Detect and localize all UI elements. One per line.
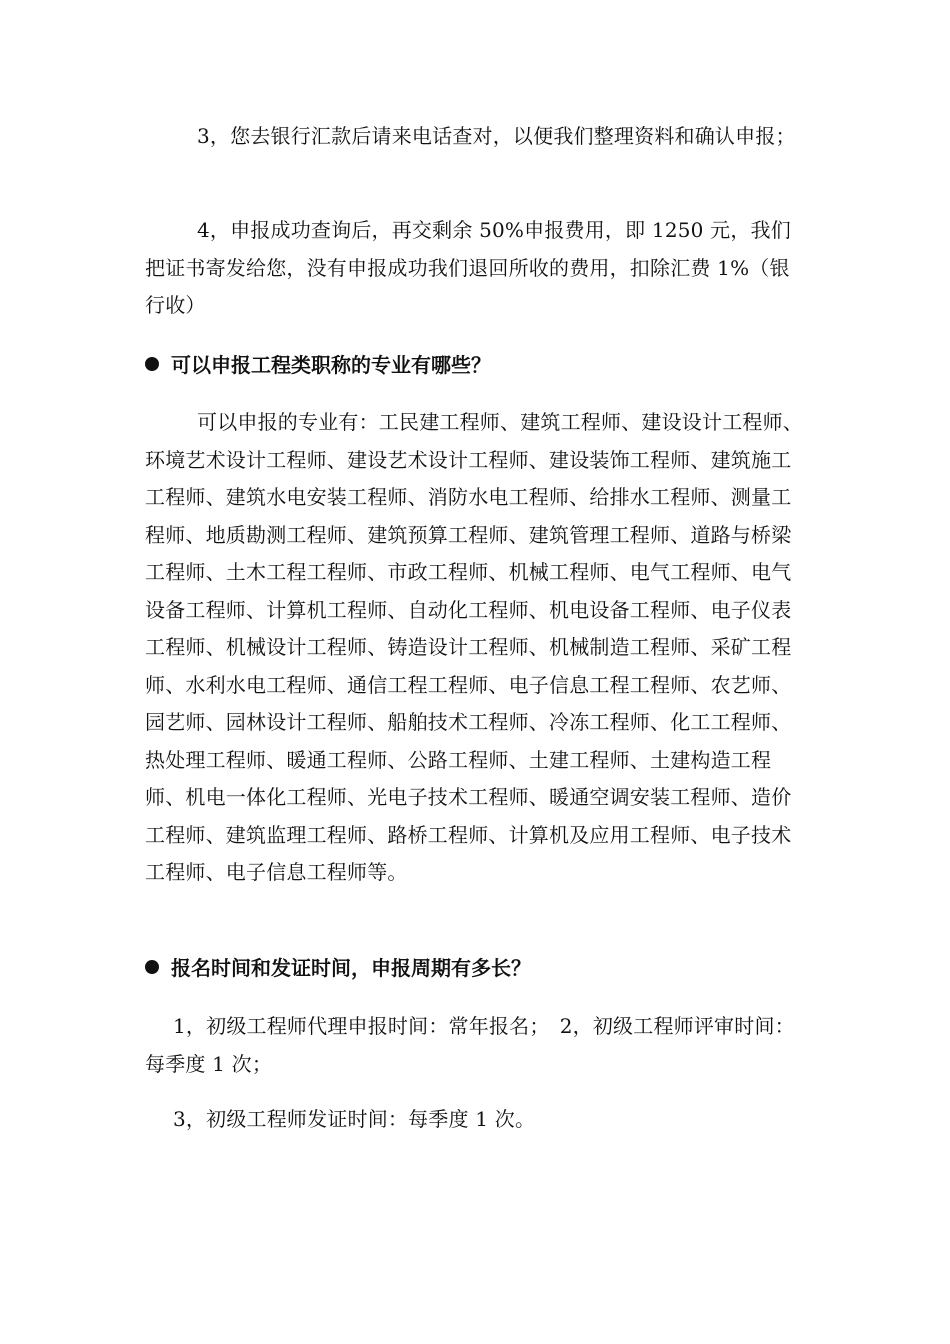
timing-item-3: 3，初级工程师发证时间：每季度 1 次。 (173, 1107, 536, 1131)
majors-list-paragraph: 可以申报的专业有：工民建工程师、建筑工程师、建设设计工程师、环境艺术设计工程师、建设艺术设计工程师、建设装饰工程师、建筑施工工程师、建筑水电安装工程师、消防水电工程师、给排水工程师、测量工程师、地质勘测工程师、建筑预算工程师、建筑管理工程师、道路与桥梁工程师、土木工程工程师、市政工程师、机械工程师、电气工程师、电气设备工程师、计算机工程师、自动化工程师、机电设备工程师、电子仪表工程师、机械设计工程师、铸造设计工程师、机械制造工程师、采矿工程师、水利水电工程师、通信工程工程师、电子信息工程工程师、农艺师、园艺师、园林设计工程师、船舶技术工程师、冷冻工程师、化工工程师、热处理工程师、暖通工程师、公路工程师、土建工程师、土建构造工程师、机电一体化工程师、光电子技术工程师、暖通空调安装工程师、造价工程师、建筑监理工程师、路桥工程师、计算机及应用工程师、电子技术工程师、电子信息工程师等。 (145, 410, 803, 884)
section-heading-majors-text: 可以申报工程类职称的专业有哪些？ (171, 353, 491, 377)
bullet-icon (145, 357, 159, 371)
payment-step-3: 3，您去银行汇款后请来电话查对，以便我们整理资料和确认申报； (197, 124, 796, 148)
payment-step-4: 4，申报成功查询后，再交剩余 50%申报费用，即 1250 元，我们把证书寄发给您，没有申报成功我们退回所收的费用，扣除汇费 1%（银行收） (145, 218, 791, 317)
section-heading-majors (145, 350, 805, 380)
timing-items-1-2: 1，初级工程师代理申报时间：常年报名； 2，初级工程师评审时间：每季度 1 次； (145, 1014, 795, 1076)
section-heading-timing (145, 953, 805, 983)
section-heading-timing-text: 报名时间和发证时间，申报周期有多长？ (171, 956, 531, 980)
bullet-icon (145, 960, 159, 974)
